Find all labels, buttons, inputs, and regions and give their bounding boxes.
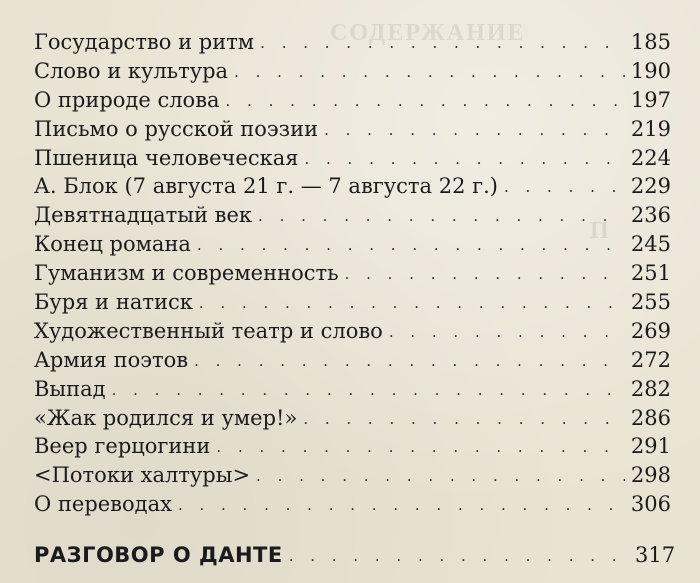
dot-leader <box>504 171 625 202</box>
toc-entry <box>34 230 671 259</box>
toc-entry-page: 282 <box>630 376 671 401</box>
toc-entry <box>34 172 671 201</box>
dot-leader <box>216 431 624 462</box>
toc-entry-page: 291 <box>630 434 671 459</box>
section-title: РАЗГОВОР О ДАНТЕ <box>34 543 283 567</box>
dot-leader <box>197 229 625 260</box>
show-through-fragment: П <box>590 218 611 244</box>
dot-leader <box>304 143 624 174</box>
dot-leader <box>260 27 625 58</box>
toc-entry-page: 245 <box>630 232 671 257</box>
toc-entry-title: Пшеница человеческая <box>34 145 299 170</box>
toc-entry <box>34 57 671 86</box>
dot-leader <box>199 287 625 318</box>
toc-entry-title: Конец романа <box>34 232 191 257</box>
toc-entry-title: Государство и ритм <box>34 30 255 54</box>
toc-entry <box>34 490 671 519</box>
dot-leader <box>178 489 625 520</box>
show-through-heading: СОДЕРЖАНИЕ <box>330 20 526 46</box>
toc-entry-title: Веер герцогини <box>34 434 211 459</box>
toc-entry-title: Письмо о русской поэзии <box>34 116 319 141</box>
toc-section-heading <box>34 540 676 570</box>
dot-leader <box>289 541 629 571</box>
dot-leader <box>324 114 625 145</box>
dot-leader <box>389 316 625 347</box>
dot-leader <box>345 258 625 289</box>
toc-entry-title: <Потоки халтуры> <box>34 463 251 488</box>
toc-entry-page: 306 <box>630 492 671 517</box>
toc-entry <box>34 317 671 346</box>
toc-entry-page: 219 <box>630 116 671 141</box>
table-of-contents <box>34 28 671 519</box>
dot-leader <box>194 345 625 376</box>
toc-entry-page: 190 <box>630 58 671 83</box>
toc-entry-title: «Жак родился и умер!» <box>34 405 298 430</box>
toc-entry-title: Гуманизм и современность <box>34 261 339 286</box>
toc-entry-title: Выпад <box>34 376 106 401</box>
toc-entry <box>34 375 671 404</box>
toc-entry-title: Буря и натиск <box>34 290 193 315</box>
toc-entry-title: О природе слова <box>34 87 220 112</box>
toc-entry <box>34 404 671 433</box>
dot-leader <box>256 460 625 491</box>
dot-leader <box>258 200 625 231</box>
toc-entry <box>34 28 671 57</box>
toc-entry-title: Армия поэтов <box>34 347 189 372</box>
toc-entry-page: 236 <box>630 203 671 228</box>
dot-leader <box>303 403 625 434</box>
toc-entry <box>34 115 671 144</box>
toc-entry-page: 185 <box>630 30 671 54</box>
section-page: 317 <box>635 543 676 567</box>
toc-entry-page: 224 <box>630 145 671 170</box>
toc-entry <box>34 461 671 490</box>
toc-entry <box>34 201 671 230</box>
toc-entry-page: 269 <box>630 318 671 343</box>
toc-entry-page: 286 <box>630 405 671 430</box>
dot-leader <box>112 374 625 405</box>
toc-entry <box>34 346 671 375</box>
toc-entry-page: 272 <box>630 347 671 372</box>
toc-entry <box>34 259 671 288</box>
toc-entry <box>34 144 671 173</box>
toc-entry-title: А. Блок (7 августа 21 г. — 7 августа 22 г.) <box>34 174 498 199</box>
dot-leader <box>234 56 625 87</box>
toc-entry-page: 255 <box>630 290 671 315</box>
toc-entry-page: 197 <box>630 87 671 112</box>
toc-entry-title: Девятнадцатый век <box>34 203 253 228</box>
toc-entry-page: 298 <box>630 463 671 488</box>
toc-entry <box>34 288 671 317</box>
toc-entry <box>34 86 671 115</box>
toc-entry-page: 229 <box>630 174 671 199</box>
toc-entry-title: О переводах <box>34 492 172 517</box>
toc-entry-page: 251 <box>630 261 671 286</box>
toc-entry-title: Художественный театр и слово <box>34 318 383 343</box>
toc-entry <box>34 432 671 461</box>
toc-entry-title: Слово и культура <box>34 58 229 83</box>
dot-leader <box>226 85 625 116</box>
